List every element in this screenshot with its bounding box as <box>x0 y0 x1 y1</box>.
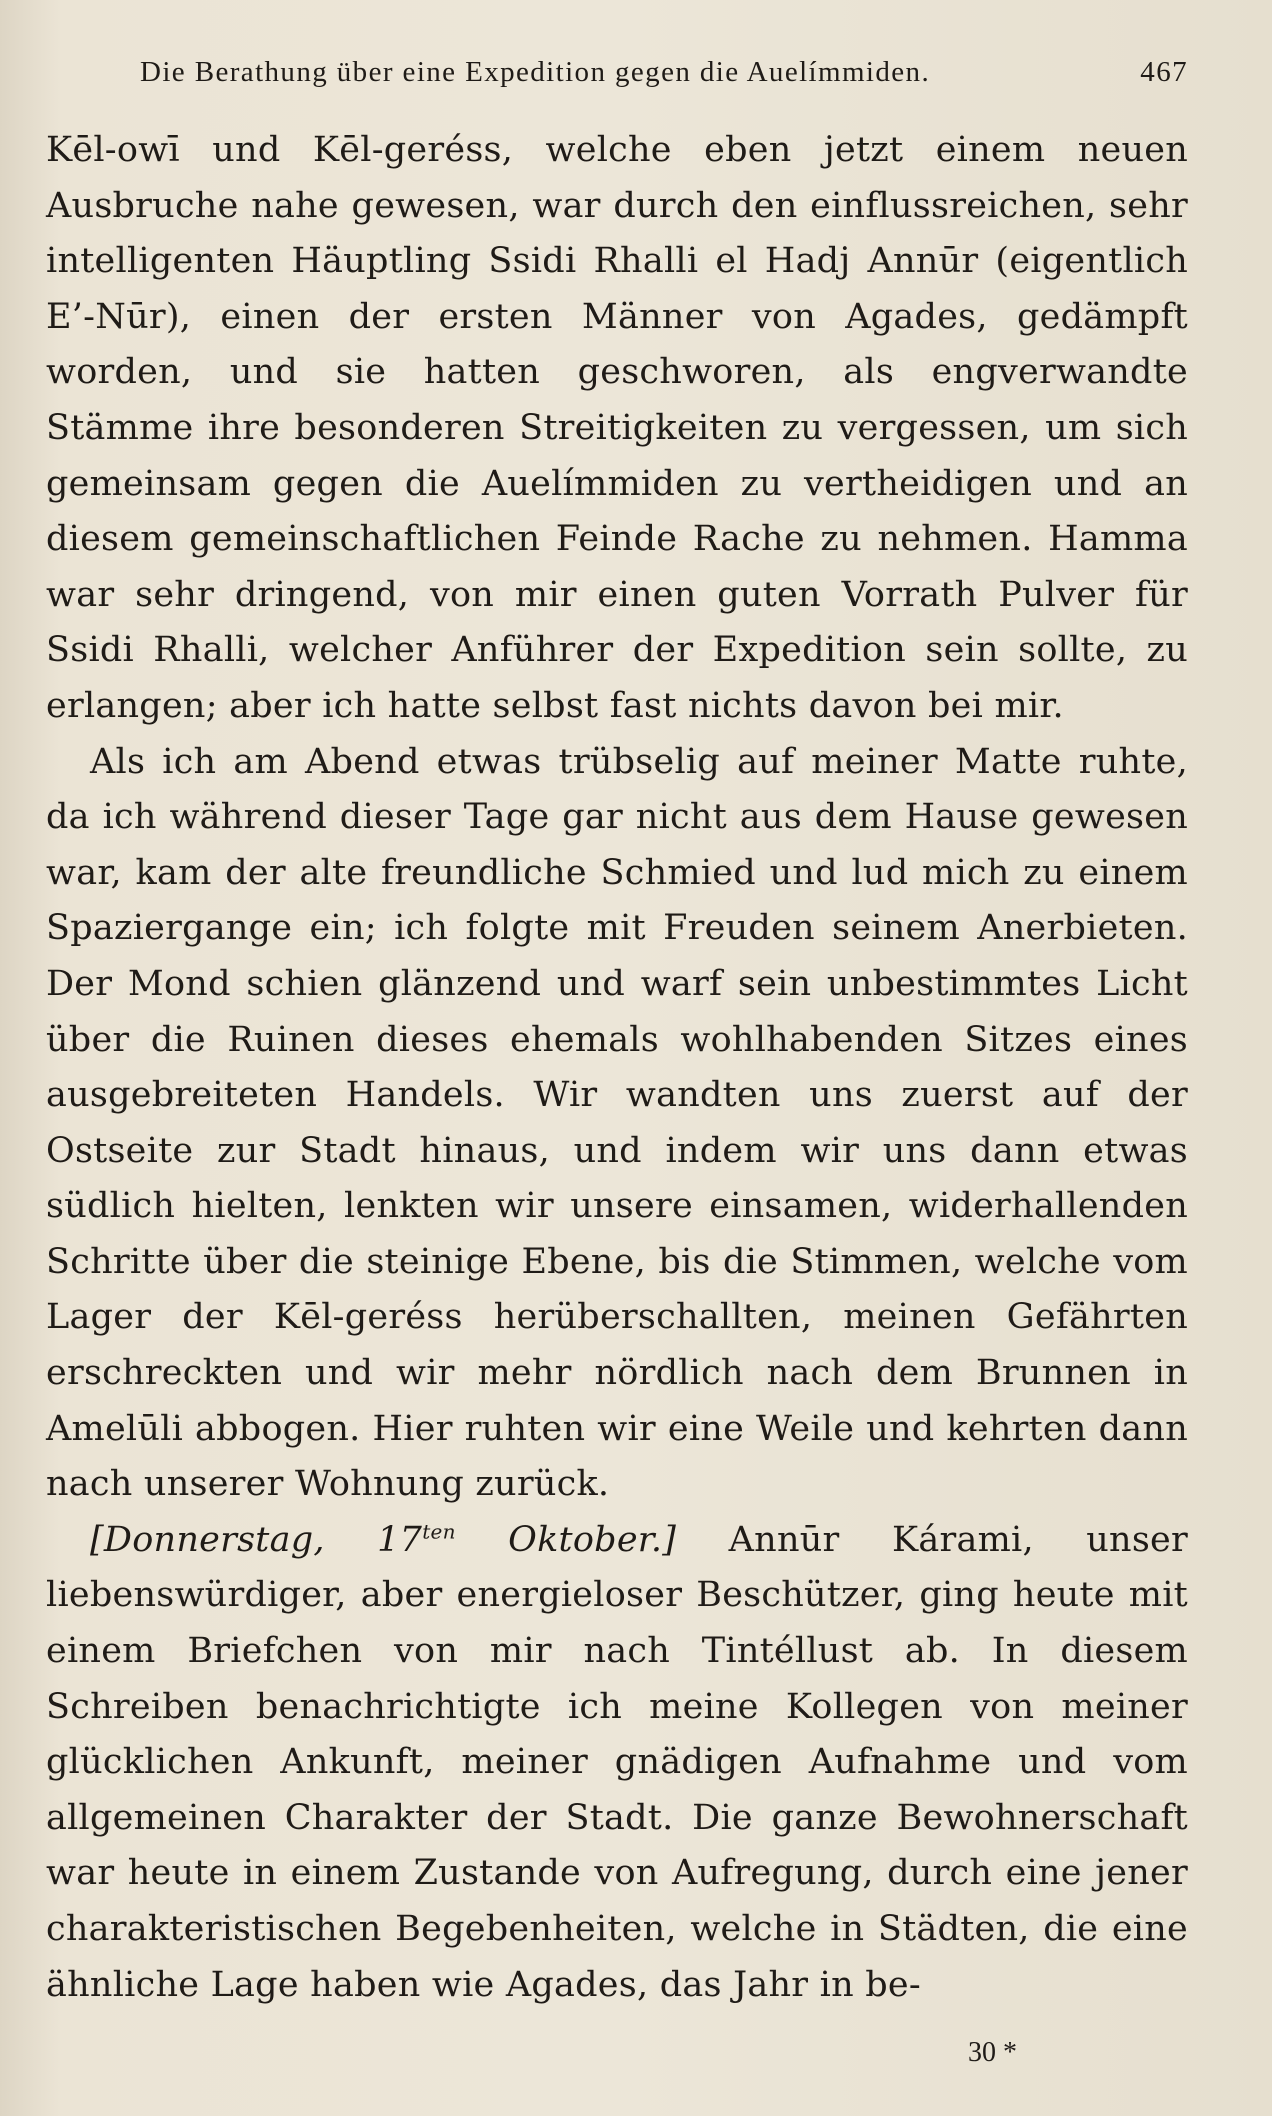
dateline <box>90 1520 676 1560</box>
running-title: Die Berathung über eine Expedition gegen die Auelímmiden. <box>140 56 931 88</box>
dateline-superscript: ten <box>422 1519 456 1544</box>
dateline-start: [Donnerstag, 17 <box>90 1519 423 1560</box>
paragraph-3-text: Annūr Kárami, unser liebenswürdiger, aber energieloser Beschützer, ging heute mit einem Briefchen von mir nach Tintéllust ab. In diesem Schreiben benachrichtigte ich meine Kollegen von meiner glücklichen Ankunft, meiner gnädigen Aufnahme und vom allgemeinen Charakter der Stadt. Die ganze Bewohnerschaft war heute in einem Zustande von Aufregung, durch eine jener charakteristischen Begebenheiten, welche in Städten, die eine ähnliche Lage haben wie Agades, das Jahr in be- <box>46 1519 1188 2005</box>
page-number: 467 <box>1140 56 1188 88</box>
printer-signature-mark: 30 * <box>968 2037 1017 2068</box>
dateline-end: Oktober.] <box>455 1519 677 1560</box>
paragraph-3 <box>46 1513 1188 2013</box>
paragraph-2: Als ich am Abend etwas trübselig auf meiner Matte ruhte, da ich während dieser Tage gar nicht aus dem Hause gewesen war, kam der alte freundliche Schmied und lud mich zu einem Spaziergange ein; ich folgte mit Freuden seinem Anerbieten. Der Mond schien glänzend und warf sein unbestimmtes Licht über die Ruinen dieses ehemals wohlhabenden Sitzes eines ausgebreiteten Handels. Wir wandten uns zuerst auf der Ostseite zur Stadt hinaus, und indem wir uns dann etwas südlich hielten, lenkten wir unsere einsamen, widerhallenden Schritte über die steinige Ebene, bis die Stimmen, welche vom Lager der Kēl-geréss herüberschallten, meinen Gefährten erschreckten und wir mehr nördlich nach dem Brunnen in Amelūli abbogen. Hier ruhten wir eine Weile und kehrten dann nach unserer Wohnung zurück. <box>46 741 1188 1505</box>
page-header <box>46 56 1188 89</box>
paragraph-1: Kēl-owī und Kēl-geréss, welche eben jetzt einem neuen Ausbruche nahe gewesen, war durch den einflussreichen, sehr intelligenten Häuptling Ssidi Rhalli el Hadj Annūr (eigentlich E’-Nūr), einen der ersten Männer von Agades, gedämpft worden, und sie hatten geschworen, als engverwandte Stämme ihre besonderen Streitigkeiten zu vergessen, um sich gemeinsam gegen die Auelímmiden zu vertheidigen und an diesem gemeinschaftlichen Feinde Rache zu nehmen. Hamma war sehr dringend, von mir einen guten Vorrath Pulver für Ssidi Rhalli, welcher Anführer der Expedition sein sollte, zu erlangen; aber ich hatte selbst fast nichts davon bei mir. <box>46 130 1188 726</box>
